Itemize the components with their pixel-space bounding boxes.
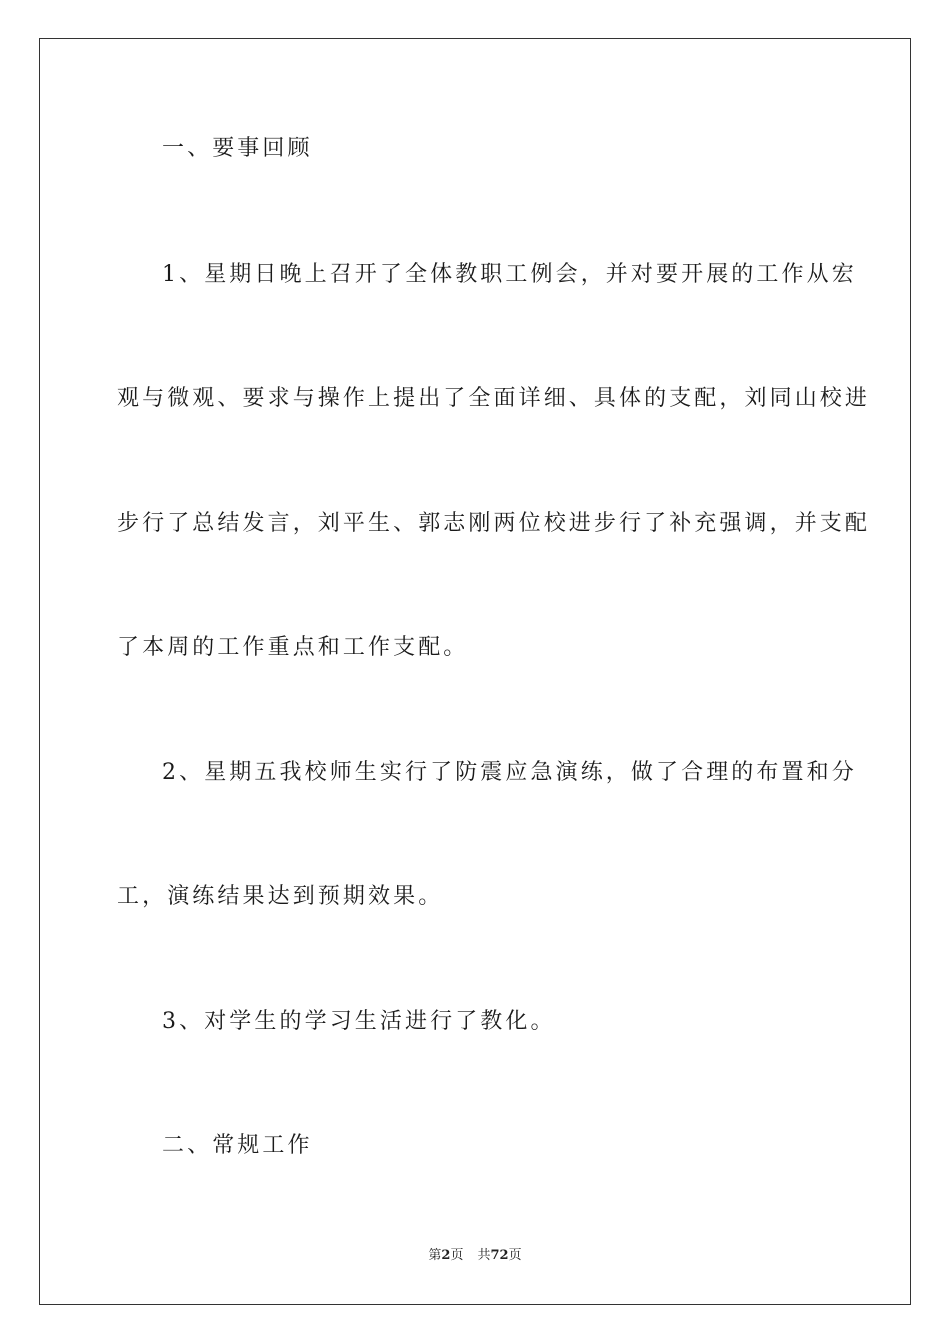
- page-footer: [0, 1247, 950, 1265]
- page-suffix: 页: [450, 1248, 464, 1263]
- paragraph-line: 观与微观、要求与操作上提出了全面详细、具体的支配，刘同山校进: [117, 386, 871, 411]
- page-prefix: 第: [428, 1248, 442, 1263]
- page-number: 2: [441, 1248, 451, 1263]
- page-border: [39, 38, 911, 1305]
- paragraph-line: 1、星期日晚上召开了全体教职工例会，并对要开展的工作从宏: [162, 262, 857, 287]
- paragraph-line: 了本周的工作重点和工作支配。: [117, 635, 469, 660]
- total-pages: 72: [490, 1248, 509, 1263]
- paragraph-line: 3、对学生的学习生活进行了教化。: [162, 1009, 556, 1034]
- section-heading-1: 一、要事回顾: [162, 136, 313, 161]
- paragraph-line: 步行了总结发言，刘平生、郭志刚两位校进步行了补充强调，并支配: [117, 511, 871, 536]
- paragraph-line: 2、星期五我校师生实行了防震应急演练，做了合理的布置和分: [162, 760, 857, 785]
- total-suffix: 页: [508, 1248, 522, 1263]
- total-prefix: 共: [477, 1248, 491, 1263]
- section-heading-2: 二、常规工作: [162, 1133, 313, 1158]
- paragraph-line: 工，演练结果达到预期效果。: [117, 884, 444, 909]
